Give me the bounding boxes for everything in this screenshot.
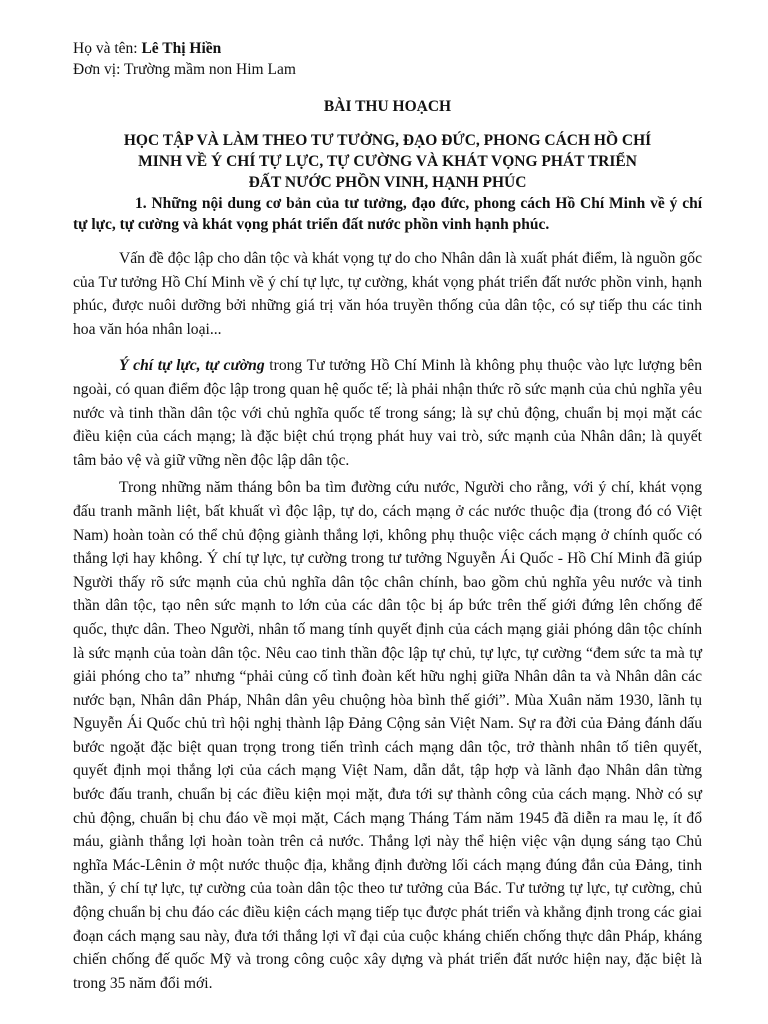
- paragraph-text: trong Tư tưởng Hồ Chí Minh là không phụ thuộc vào lực lượng bên ngoài, có quan điểm độc lập trong quan hệ quốc tế; là phải nhận thức rõ sức mạnh của chủ nghĩa yêu nước và tinh thần dân tộc với chủ nghĩa quốc tế trong sáng; là sự chủ động, chuẩn bị mọi mặt các điều kiện của cách mạng; là đặc biệt chú trọng phát huy vai trò, sức mạnh của Nhân dân; là quyết tâm bảo vệ và giữ vững nền độc lập dân tộc.: [73, 357, 703, 469]
- body-paragraph: Trong những năm tháng bôn ba tìm đường cứu nước, Người cho rằng, với ý chí, khát vọng đấu tranh mãnh liệt, bất khuất vì độc lập, tự do, cách mạng ở các nước thuộc địa (trong đó có Việt Nam) hoàn toàn có thể chủ động giành thắng lợi, không phụ thuộc việc cách mạng ở chính quốc có thắng lợi hay không. Ý chí tự lực, tự cường trong tư tưởng Nguyễn Ái Quốc - Hồ Chí Minh đã giúp Người thấy rõ sức mạnh của chủ nghĩa dân tộc chân chính, bao gồm chủ nghĩa yêu nước và tinh thần dân tộc, tạo nên sức mạnh to lớn của các dân tộc bị áp bức trên thế giới đứng lên chống đế quốc, thực dân. Theo Người, nhân tố mang tính quyết định của cách mạng giải phóng dân tộc chính là sức mạnh của toàn dân tộc. Nêu cao tinh thần độc lập tự chủ, tự lực, tự cường “đem sức ta mà tự giải phóng cho ta” nhưng “phải củng cố tình đoàn kết hữu nghị giữa Nhân dân ta và Nhân dân các nước bạn, Nhân dân Pháp, Nhân dân yêu chuộng hòa bình thế giới”. Mùa Xuân năm 1930, lãnh tụ Nguyễn Ái Quốc chủ trì hội nghị thành lập Đảng Cộng sản Việt Nam. Sự ra đời của Đảng đánh dấu bước ngoặt đặc biệt quan trọng trong tiến trình cách mạng dân tộc, trở thành nhân tố tiên quyết, quyết định mọi thắng lợi của cách mạng Việt Nam, dẫn dắt, tập hợp và lãnh đạo Nhân dân từng bước đấu tranh, chuẩn bị các điều kiện mọi mặt, đưa tới sự thành công của cách mạng. Nhờ có sự chủ động, chuẩn bị chu đáo về mọi mặt, Cách mạng Tháng Tám năm 1945 đã diễn ra mau lẹ, ít đổ máu, giành thắng lợi hoàn toàn trên cả nước. Thắng lợi này thể hiện việc vận dụng sáng tạo Chủ nghĩa Mác-Lênin ở một nước thuộc địa, khẳng định đường lối cách mạng đúng đắn của Đảng, tinh thần, ý chí tự lực, tự cường của toàn dân tộc theo tư tưởng của Bác. Tư tưởng tự lực, tự cường, chủ động chuẩn bị chu đáo các điều kiện cách mạng tiếp tục được phát triển và khẳng định trong các giai đoạn cách mạng sau này, đưa tới thắng lợi vĩ đại của cuộc kháng chiến chống thực dân Pháp, kháng chiến chống đế quốc Mỹ và trong công cuộc xây dựng và phát triển đất nước hiện nay, đặc biệt là trong 35 năm đổi mới.: [73, 479, 702, 992]
- author-name-label: Họ và tên:: [73, 40, 138, 57]
- section-heading: 1. Những nội dung cơ bản của tư tưởng, đạo đức, phong cách Hồ Chí Minh về ý chí tự lực, tự cường và khát vọng phát triển đất nước phồn vinh hạnh phúc.: [73, 195, 702, 233]
- author-unit-line: [73, 59, 702, 80]
- document-heading-line: MINH VỀ Ý CHÍ TỰ LỰC, TỰ CƯỜNG VÀ KHÁT VỌNG PHÁT TRIỂN: [138, 153, 637, 170]
- document-heading-line: HỌC TẬP VÀ LÀM THEO TƯ TƯỞNG, ĐẠO ĐỨC, PHONG CÁCH HỒ CHÍ: [123, 132, 652, 149]
- document-heading: [73, 130, 702, 193]
- document-heading-line: ĐẤT NƯỚC PHỒN VINH, HẠNH PHÚC: [248, 174, 527, 191]
- author-name: Lê Thị Hiền: [141, 40, 222, 57]
- emphasized-phrase: Ý chí tự lực, tự cường: [119, 357, 265, 375]
- author-name-line: [73, 38, 702, 59]
- author-unit-label: Đơn vị:: [73, 61, 121, 78]
- body-paragraph: [73, 354, 702, 472]
- document-type-title: BÀI THU HOẠCH: [323, 98, 452, 115]
- author-unit: Trường mầm non Him Lam: [124, 61, 296, 78]
- body-paragraph: Vấn đề độc lập cho dân tộc và khát vọng tự do cho Nhân dân là xuất phát điểm, là nguồn gốc của Tư tưởng Hồ Chí Minh về ý chí tự lực, tự cường, khát vọng phát triển đất nước phồn vinh, hạnh phúc, được nuôi dưỡng bởi những giá trị văn hóa truyền thống của dân tộc, có sự tiếp thu các tinh hoa văn hóa nhân loại...: [73, 250, 702, 338]
